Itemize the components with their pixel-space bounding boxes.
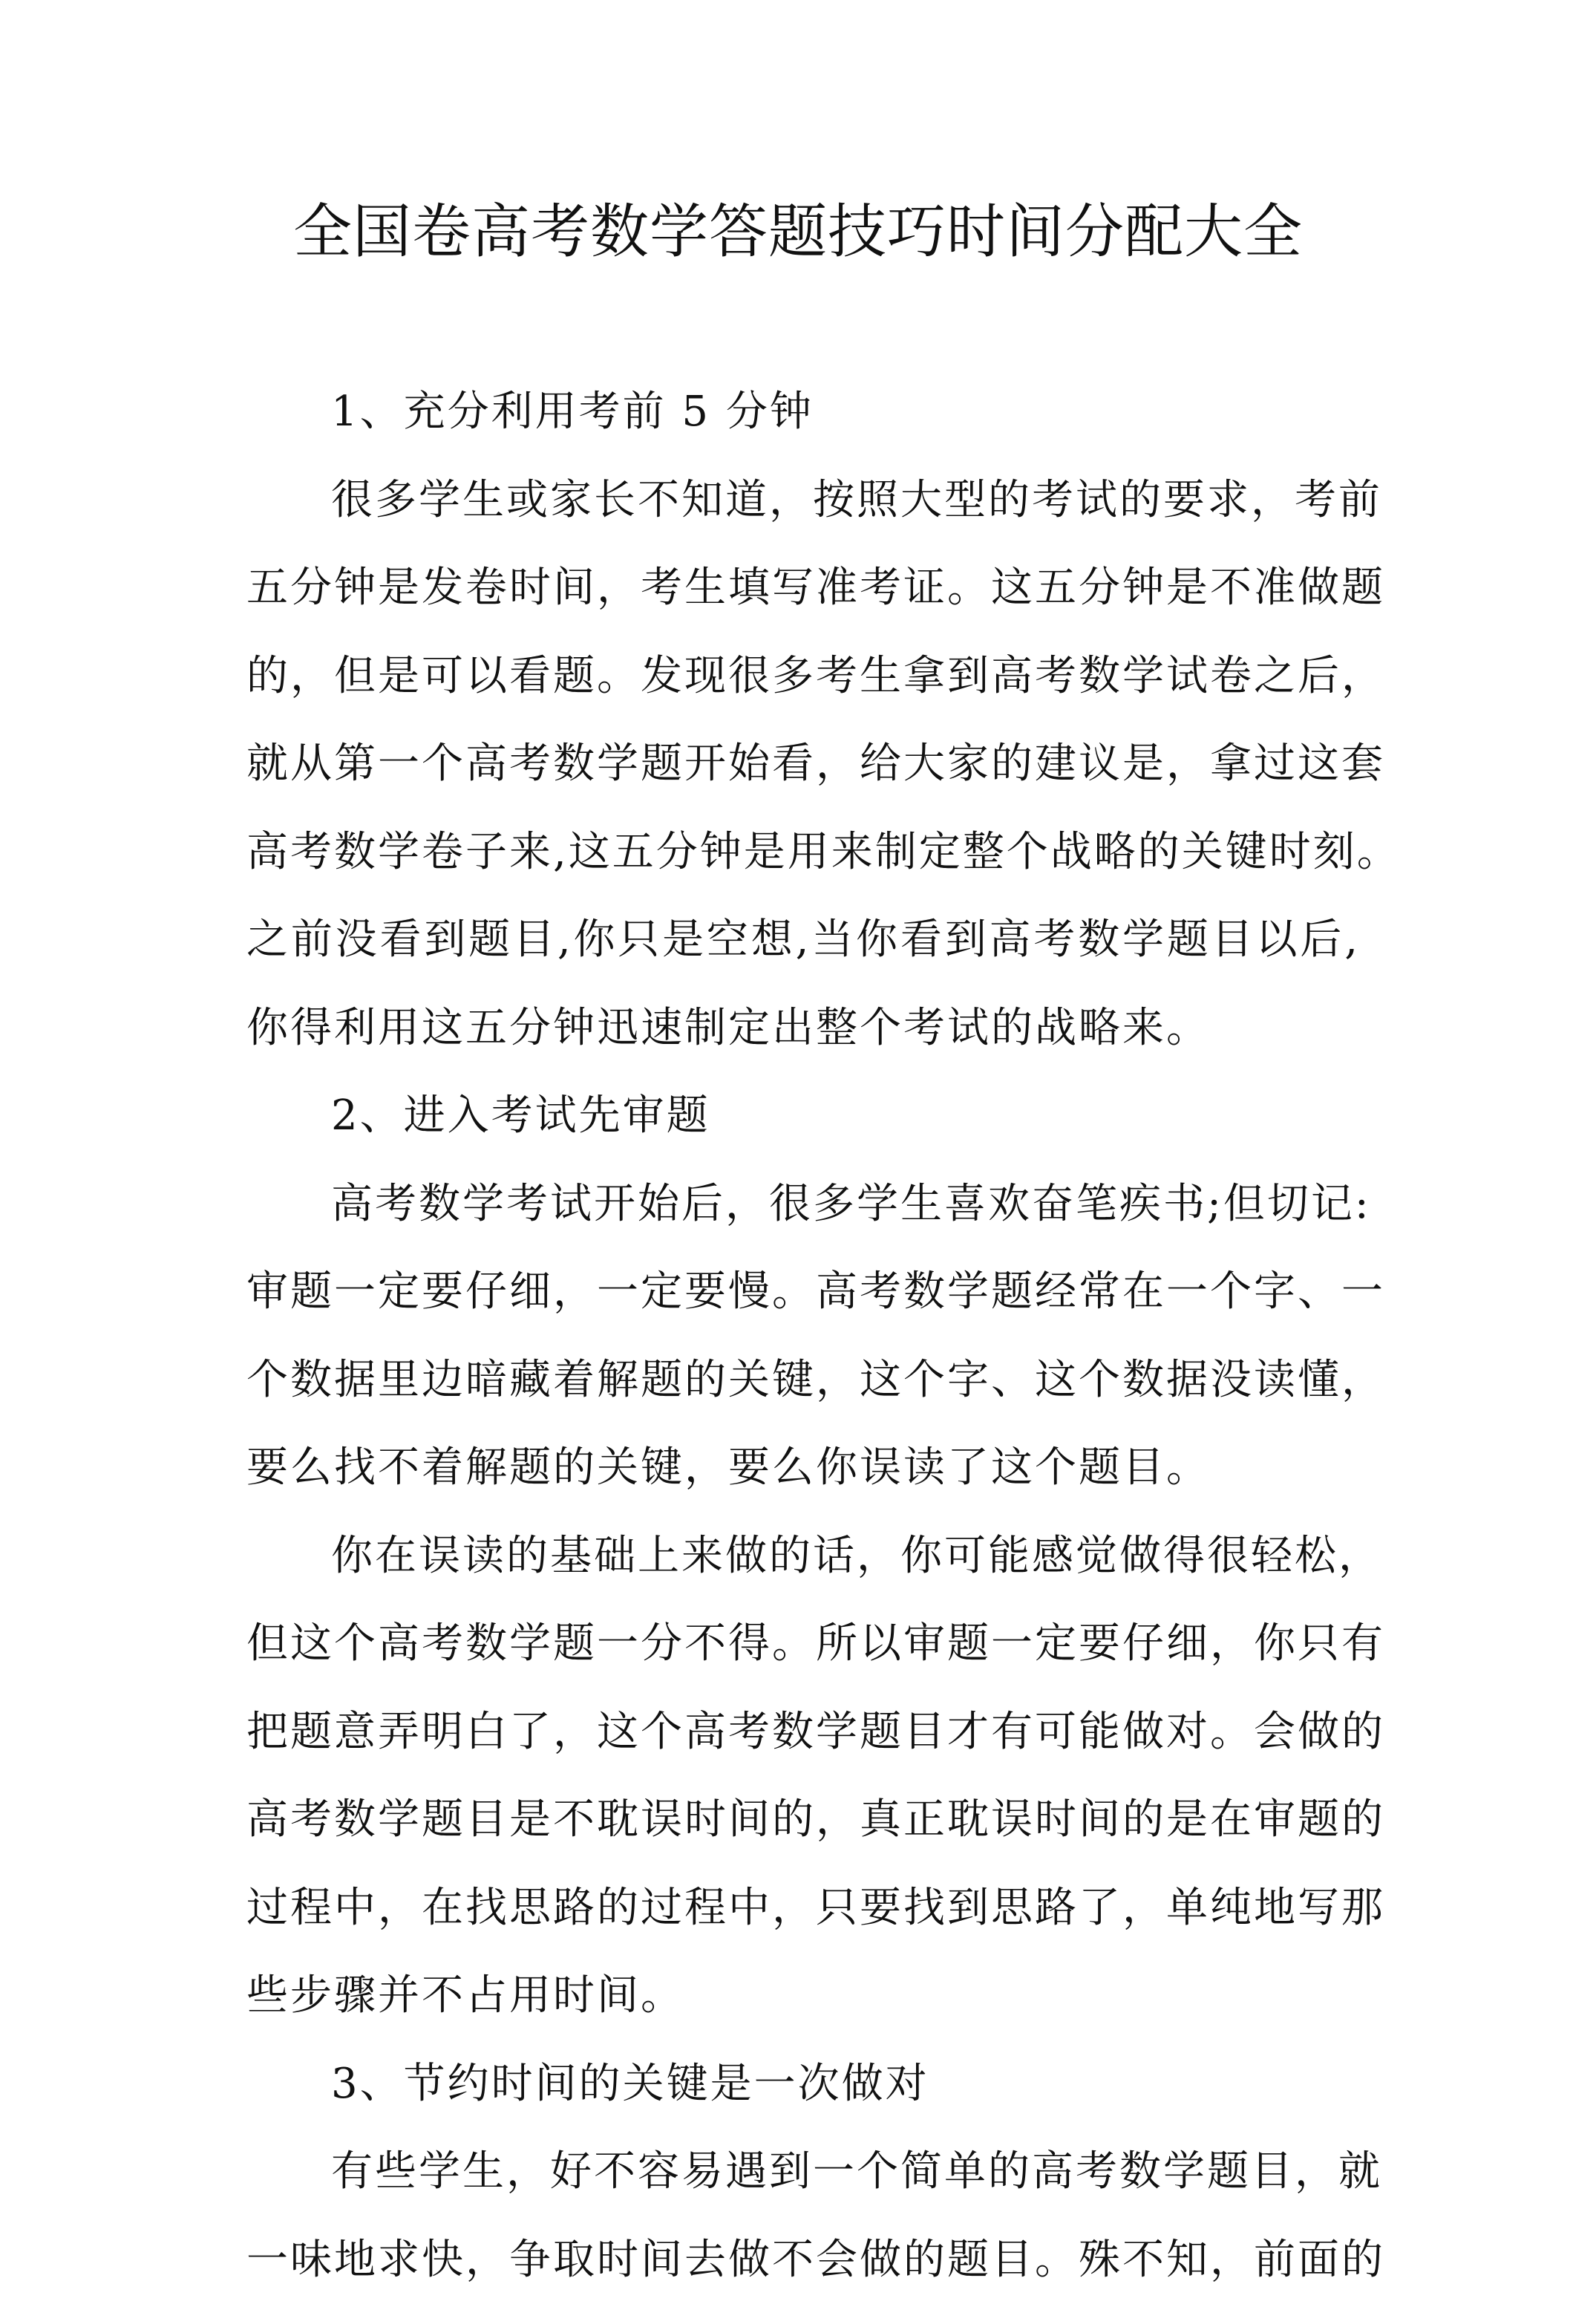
document-body <box>246 368 1360 2304</box>
text-line: 过程中，在找思路的过程中，只要找到思路了，单纯地写那 <box>246 1864 1360 1953</box>
text-line: 高考数学考试开始后，很多学生喜欢奋笔疾书;但切记: <box>246 1161 1360 1249</box>
text-line: 3、节约时间的关键是一次做对 <box>246 2040 1360 2129</box>
text-line: 些步骤并不占用时间。 <box>246 1952 1360 2040</box>
text-line: 你得利用这五分钟迅速制定出整个考试的战略来。 <box>246 985 1360 1073</box>
text-line: 一味地求快，争取时间去做不会做的题目。殊不知，前面的 <box>246 2216 1360 2304</box>
text-line: 之前没看到题目,你只是空想,当你看到高考数学题目以后, <box>246 896 1360 985</box>
text-line: 1、充分利用考前 5 分钟 <box>246 368 1360 457</box>
text-line: 把题意弄明白了，这个高考数学题目才有可能做对。会做的 <box>246 1688 1360 1777</box>
text-line: 就从第一个高考数学题开始看，给大家的建议是，拿过这套 <box>246 720 1360 809</box>
text-line: 高考数学题目是不耽误时间的，真正耽误时间的是在审题的 <box>246 1776 1360 1864</box>
text-line: 高考数学卷子来,这五分钟是用来制定整个战略的关键时刻。 <box>246 809 1360 897</box>
text-line: 五分钟是发卷时间，考生填写准考证。这五分钟是不准做题 <box>246 544 1360 633</box>
text-line: 有些学生，好不容易遇到一个简单的高考数学题目，就 <box>246 2128 1360 2216</box>
text-line: 审题一定要仔细，一定要慢。高考数学题经常在一个字、一 <box>246 1248 1360 1337</box>
text-line: 你在误读的基础上来做的话，你可能感觉做得很轻松， <box>246 1512 1360 1601</box>
text-line: 个数据里边暗藏着解题的关键，这个字、这个数据没读懂， <box>246 1337 1360 1425</box>
text-line: 很多学生或家长不知道，按照大型的考试的要求，考前 <box>246 457 1360 545</box>
text-line: 的，但是可以看题。发现很多考生拿到高考数学试卷之后， <box>246 633 1360 721</box>
text-line: 但这个高考数学题一分不得。所以审题一定要仔细，你只有 <box>246 1600 1360 1688</box>
text-line: 要么找不着解题的关键，要么你误读了这个题目。 <box>246 1424 1360 1512</box>
document-title: 全国卷高考数学答题技巧时间分配大全 <box>0 195 1596 269</box>
text-line: 2、进入考试先审题 <box>246 1072 1360 1161</box>
